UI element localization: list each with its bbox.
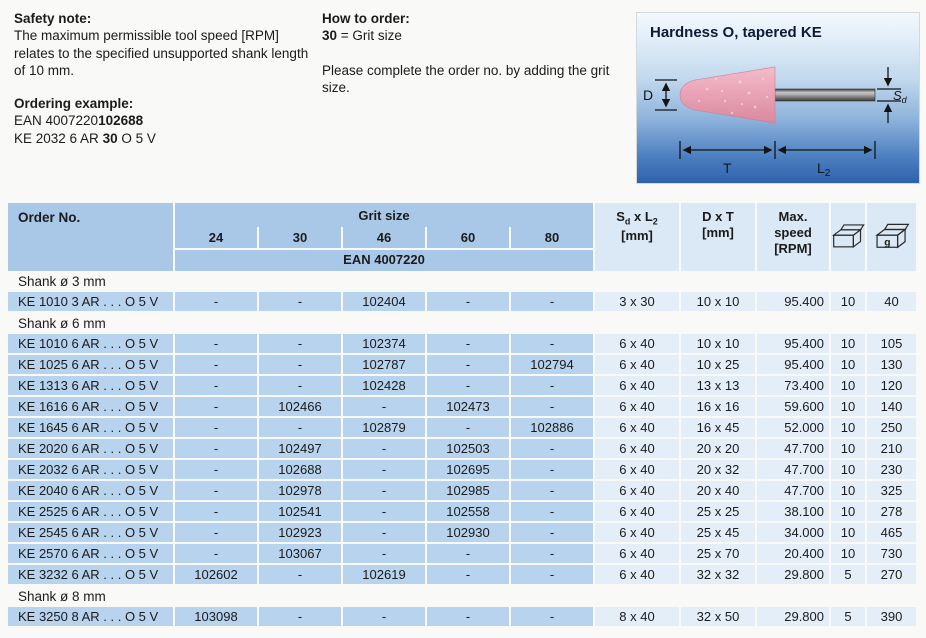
max-speed-line2: speed (774, 224, 812, 240)
table-header (8, 203, 920, 271)
grit-ean-cell: 102787 (343, 355, 425, 374)
sd-l2-formula: $S_d$ x $L_2$ (616, 209, 658, 227)
grit-ean-cell: 102619 (343, 565, 425, 584)
grit-ean-cell: - (175, 292, 257, 311)
sd-l2-cell: 3 x 30 (595, 292, 679, 311)
table-row (8, 439, 920, 458)
weight-cell: 325 (867, 481, 916, 500)
order-no-cell: KE 2040 6 AR . . . O 5 V (8, 481, 173, 500)
grit-ean-cell: 102923 (259, 523, 341, 542)
pack-qty-cell: 10 (831, 544, 865, 563)
table-row (8, 376, 920, 395)
grit-ean-cell: 102688 (259, 460, 341, 479)
grit-bold: 30 (322, 28, 338, 44)
pack-qty-cell: 10 (831, 292, 865, 311)
col-header-grit-24: 24 (175, 227, 257, 248)
product-box-title: Hardness O, tapered KE (650, 24, 822, 41)
product-info-box (636, 12, 920, 184)
pack-qty-cell: 10 (831, 523, 865, 542)
grit-ean-cell: - (259, 376, 341, 395)
safety-note-block (14, 10, 310, 147)
table-row (8, 292, 920, 311)
grit-ean-cell: - (511, 460, 593, 479)
pack-qty-cell: 5 (831, 607, 865, 626)
pack-qty-cell: 10 (831, 397, 865, 416)
weight-grams-icon (874, 223, 910, 251)
grit-ean-cell: - (427, 376, 509, 395)
table-row (8, 607, 920, 626)
grit-rest: = Grit size (337, 28, 402, 44)
max-speed-cell: 29.800 (757, 565, 829, 584)
pack-qty-cell: 10 (831, 334, 865, 353)
col-header-grit-80: 80 (511, 227, 593, 248)
order-no-cell: KE 2020 6 AR . . . O 5 V (8, 439, 173, 458)
grit-ean-cell: - (511, 523, 593, 542)
sd-l2-cell: 6 x 40 (595, 376, 679, 395)
grit-ean-cell: - (427, 355, 509, 374)
grit-ean-cell: 102558 (427, 502, 509, 521)
max-speed-cell: 47.700 (757, 481, 829, 500)
ean-prefix: EAN 4007220 (14, 113, 99, 129)
grit-ean-cell: 103067 (259, 544, 341, 563)
grit-ean-cell: - (175, 481, 257, 500)
table-row (8, 334, 920, 353)
table-row (8, 481, 920, 500)
max-speed-cell: 20.400 (757, 544, 829, 563)
grit-ean-cell: - (343, 502, 425, 521)
grit-ean-cell: - (175, 418, 257, 437)
pack-qty-cell: 10 (831, 481, 865, 500)
d-t-cell: 20 x 20 (681, 439, 755, 458)
order-no-cell: KE 1010 6 AR . . . O 5 V (8, 334, 173, 353)
svg-text:g: g (883, 237, 890, 249)
grit-ean-cell: - (427, 418, 509, 437)
how-to-order-block (322, 10, 622, 96)
sd-l2-cell: 8 x 40 (595, 607, 679, 626)
col-header-d-t (681, 203, 755, 271)
d-t-cell: 25 x 70 (681, 544, 755, 563)
col-header-sd-l2 (595, 203, 679, 271)
grit-ean-cell: - (175, 334, 257, 353)
col-header-pack-qty (831, 203, 865, 271)
pack-qty-cell: 10 (831, 439, 865, 458)
col-header-order-no: Order No. (8, 203, 173, 271)
grit-ean-cell: 103098 (175, 607, 257, 626)
grit-ean-cell: - (343, 439, 425, 458)
grit-ean-cell: - (175, 460, 257, 479)
grinding-point-diagram-icon (637, 49, 921, 181)
pack-qty-cell: 5 (831, 565, 865, 584)
order-no-cell: KE 1025 6 AR . . . O 5 V (8, 355, 173, 374)
weight-cell: 390 (867, 607, 916, 626)
weight-cell: 105 (867, 334, 916, 353)
weight-cell: 230 (867, 460, 916, 479)
weight-cell: 270 (867, 565, 916, 584)
grit-ean-cell: 102879 (343, 418, 425, 437)
sd-l2-cell: 6 x 40 (595, 481, 679, 500)
max-speed-line3: [RPM] (774, 240, 812, 256)
grit-ean-cell: 102466 (259, 397, 341, 416)
grit-ean-cell: 102985 (427, 481, 509, 500)
sd-l2-cell: 6 x 40 (595, 397, 679, 416)
table-row (8, 397, 920, 416)
max-speed-cell: 47.700 (757, 460, 829, 479)
grit-ean-cell: - (343, 397, 425, 416)
grit-ean-cell: - (175, 523, 257, 542)
max-speed-cell: 52.000 (757, 418, 829, 437)
grit-ean-cell: - (511, 502, 593, 521)
stone-shape (680, 67, 775, 123)
how-to-order-grit (322, 27, 622, 44)
ordering-example-title: Ordering example: (14, 96, 134, 112)
spacer (322, 45, 622, 62)
max-speed-cell: 95.400 (757, 355, 829, 374)
d-t-unit: [mm] (702, 224, 734, 240)
grit-ean-cell: - (511, 292, 593, 311)
grit-ean-cell: 102473 (427, 397, 509, 416)
pack-qty-cell: 10 (831, 460, 865, 479)
weight-cell: 465 (867, 523, 916, 542)
d-t-cell: 13 x 13 (681, 376, 755, 395)
d-t-cell: 16 x 16 (681, 397, 755, 416)
order-no-cell: KE 2032 6 AR . . . O 5 V (8, 460, 173, 479)
grit-ean-cell: - (175, 397, 257, 416)
grit-ean-cell: - (259, 292, 341, 311)
d-t-formula: D x T (702, 209, 734, 224)
order-no-cell: KE 3250 8 AR . . . O 5 V (8, 607, 173, 626)
shank-section-label: Shank ø 6 mm (18, 316, 106, 331)
grit-ean-cell: - (511, 565, 593, 584)
pack-qty-cell: 10 (831, 355, 865, 374)
grit-ean-cell: - (511, 376, 593, 395)
max-speed-cell: 59.600 (757, 397, 829, 416)
grit-ean-cell: 102428 (343, 376, 425, 395)
weight-cell: 120 (867, 376, 916, 395)
max-speed-line1: Max. (778, 209, 808, 224)
package-box-icon (831, 223, 865, 251)
pack-qty-cell: 10 (831, 376, 865, 395)
max-speed-cell: 95.400 (757, 292, 829, 311)
ean-prefix-band: EAN 4007220 (175, 250, 593, 271)
d-t-cell: 25 x 45 (681, 523, 755, 542)
weight-cell: 140 (867, 397, 916, 416)
shank-section-label: Shank ø 3 mm (18, 274, 106, 289)
max-speed-cell: 38.100 (757, 502, 829, 521)
grit-ean-cell: - (259, 355, 341, 374)
order-no-cell: KE 1645 6 AR . . . O 5 V (8, 418, 173, 437)
grit-ean-cell: - (511, 544, 593, 563)
sd-l2-cell: 6 x 40 (595, 418, 679, 437)
d-t-cell: 32 x 32 (681, 565, 755, 584)
sd-l2-cell: 6 x 40 (595, 439, 679, 458)
sd-l2-cell: 6 x 40 (595, 544, 679, 563)
sd-l2-unit: [mm] (621, 227, 653, 243)
dimension-t-l2-lines (680, 141, 875, 159)
code-grit: 30 (102, 130, 118, 146)
d-t-cell: 10 x 10 (681, 334, 755, 353)
table-row (8, 565, 920, 584)
grit-ean-cell: 102541 (259, 502, 341, 521)
d-t-cell: 16 x 45 (681, 418, 755, 437)
grit-ean-cell: - (427, 565, 509, 584)
table-row (8, 523, 920, 542)
weight-cell: 250 (867, 418, 916, 437)
ean-order-number: 102688 (98, 113, 144, 129)
weight-cell: 210 (867, 439, 916, 458)
grit-ean-cell: - (343, 544, 425, 563)
grit-ean-cell: 102374 (343, 334, 425, 353)
d-t-cell: 10 x 10 (681, 292, 755, 311)
max-speed-cell: 73.400 (757, 376, 829, 395)
max-speed-cell: 29.800 (757, 607, 829, 626)
table-row (8, 418, 920, 437)
d-t-cell: 25 x 25 (681, 502, 755, 521)
ordering-example-ean (14, 112, 310, 129)
sd-l2-cell: 6 x 40 (595, 565, 679, 584)
grit-ean-cell: - (511, 607, 593, 626)
col-header-grit-30: 30 (259, 227, 341, 248)
sd-l2-cell: 6 x 40 (595, 502, 679, 521)
shank-section-label: Shank ø 8 mm (18, 589, 106, 604)
ordering-example-code (14, 130, 310, 147)
grit-ean-cell: - (175, 355, 257, 374)
order-no-cell: KE 2525 6 AR . . . O 5 V (8, 502, 173, 521)
grit-ean-cell: - (259, 418, 341, 437)
grit-ean-cell: - (427, 334, 509, 353)
order-no-cell: KE 1010 3 AR . . . O 5 V (8, 292, 173, 311)
grit-ean-cell: 102978 (259, 481, 341, 500)
grit-ean-cell: - (343, 460, 425, 479)
grit-ean-cell: - (511, 397, 593, 416)
grit-ean-cell: 102497 (259, 439, 341, 458)
grit-ean-cell: - (511, 439, 593, 458)
shank-shape (775, 89, 875, 101)
how-to-order-title: How to order: (322, 11, 410, 26)
max-speed-cell: 95.400 (757, 334, 829, 353)
code-suffix: O 5 V (117, 130, 156, 146)
sd-l2-cell: 6 x 40 (595, 523, 679, 542)
d-t-cell: 32 x 50 (681, 607, 755, 626)
order-no-cell: KE 3232 6 AR . . . O 5 V (8, 565, 173, 584)
grit-ean-cell: - (511, 481, 593, 500)
grit-ean-cell: - (427, 544, 509, 563)
grit-ean-cell: - (259, 334, 341, 353)
grit-ean-cell: 102930 (427, 523, 509, 542)
grit-values-row (175, 227, 593, 248)
col-header-weight-grams (867, 203, 916, 271)
grit-ean-cell: - (175, 544, 257, 563)
order-table (8, 203, 920, 628)
grit-ean-cell: - (343, 481, 425, 500)
max-speed-cell: 34.000 (757, 523, 829, 542)
safety-note-title: Safety note: (14, 11, 92, 26)
grit-size-header-group (175, 203, 593, 271)
table-row (8, 544, 920, 563)
max-speed-cell: 47.700 (757, 439, 829, 458)
sd-l2-cell: 6 x 40 (595, 334, 679, 353)
pack-qty-cell: 10 (831, 502, 865, 521)
col-header-grit-46: 46 (343, 227, 425, 248)
grit-ean-cell: - (175, 439, 257, 458)
table-row (8, 502, 920, 521)
order-no-cell: KE 1313 6 AR . . . O 5 V (8, 376, 173, 395)
d-t-cell: 10 x 25 (681, 355, 755, 374)
safety-note-body: The maximum permissible tool speed [RPM] relates to the specified unsupported shank length of 10 mm. (14, 28, 309, 78)
order-no-cell: KE 2570 6 AR . . . O 5 V (8, 544, 173, 563)
col-header-grit-60: 60 (427, 227, 509, 248)
dimension-t-label: T (723, 160, 732, 176)
weight-cell: 40 (867, 292, 916, 311)
grit-ean-cell: 102794 (511, 355, 593, 374)
grit-ean-cell: - (511, 334, 593, 353)
grit-size-label: Grit size (175, 203, 593, 227)
grit-ean-cell: 102695 (427, 460, 509, 479)
order-no-cell: KE 2545 6 AR . . . O 5 V (8, 523, 173, 542)
how-to-order-note: Please complete the order no. by adding the grit size. (322, 62, 610, 95)
grit-ean-cell: - (427, 607, 509, 626)
d-t-cell: 20 x 32 (681, 460, 755, 479)
sd-l2-cell: 6 x 40 (595, 460, 679, 479)
weight-cell: 278 (867, 502, 916, 521)
grit-ean-cell: - (343, 607, 425, 626)
code-prefix: KE 2032 6 AR (14, 130, 103, 146)
grit-ean-cell: 102404 (343, 292, 425, 311)
grit-ean-cell: - (259, 607, 341, 626)
grit-ean-cell: - (259, 565, 341, 584)
sd-l2-cell: 6 x 40 (595, 355, 679, 374)
grit-ean-cell: 102503 (427, 439, 509, 458)
table-body (8, 271, 920, 626)
order-no-cell: KE 1616 6 AR . . . O 5 V (8, 397, 173, 416)
dimension-d-lines (655, 80, 677, 110)
table-row (8, 460, 920, 479)
grit-ean-cell: - (427, 292, 509, 311)
grit-ean-cell: 102886 (511, 418, 593, 437)
weight-cell: 730 (867, 544, 916, 563)
grit-ean-cell: - (343, 523, 425, 542)
grit-ean-cell: - (175, 376, 257, 395)
weight-cell: 130 (867, 355, 916, 374)
dimension-d-label: D (643, 87, 654, 103)
grit-ean-cell: 102602 (175, 565, 257, 584)
d-t-cell: 20 x 40 (681, 481, 755, 500)
col-header-max-speed (757, 203, 829, 271)
pack-qty-cell: 10 (831, 418, 865, 437)
grit-ean-cell: - (175, 502, 257, 521)
table-row (8, 355, 920, 374)
dimension-sd-label: $S_d$ (893, 88, 907, 105)
dimension-l2-label: $L_2$ (817, 160, 831, 179)
